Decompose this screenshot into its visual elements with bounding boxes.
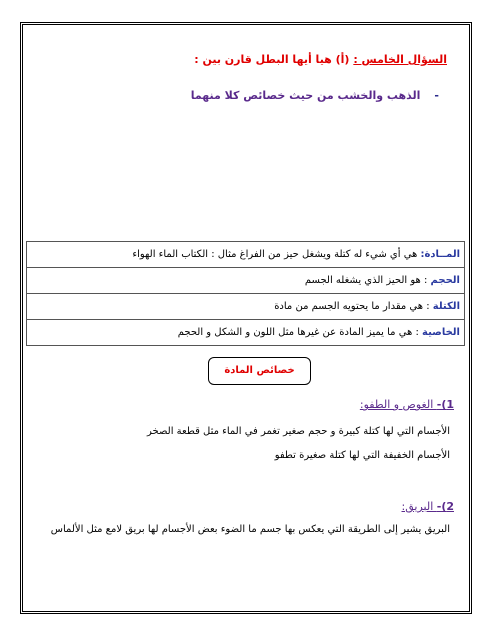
section-1-line-2: الأجسام الخفيفة التي لها كتلة صغيرة تطفو bbox=[274, 450, 450, 461]
definition-cell bbox=[27, 320, 465, 346]
definition-cell bbox=[27, 268, 465, 294]
definition-text: هي أي شيء له كتلة ويشغل حيز من الفراغ مثال : الكتاب الماء الهواء bbox=[132, 249, 421, 260]
section-2-heading bbox=[402, 500, 454, 513]
definition-text: : هو الحيز الذي يشغله الجسم bbox=[304, 275, 431, 286]
definition-text: : هي مقدار ما يحتويه الجسم من مادة bbox=[274, 301, 433, 312]
question-text: (أ) هيا أيها البطل قارن بين : bbox=[194, 53, 350, 66]
bullet-dash: - bbox=[434, 89, 439, 102]
definition-term: الكتلة bbox=[432, 301, 460, 312]
table-row bbox=[27, 320, 465, 346]
section-2-title: البريق: bbox=[401, 500, 437, 513]
section-1-number: 1)- bbox=[436, 398, 454, 411]
table-row bbox=[27, 268, 465, 294]
question-label: السؤال الخامس : bbox=[353, 53, 447, 66]
definitions-table bbox=[26, 241, 465, 346]
definition-cell bbox=[27, 242, 465, 268]
definition-term: الحجم bbox=[430, 275, 460, 286]
properties-title-box: خصائص المادة bbox=[208, 357, 311, 385]
section-1-heading bbox=[360, 398, 454, 411]
definition-text: : هي ما يميز المادة عن غيرها مثل اللون و الشكل و الحجم bbox=[177, 327, 423, 338]
table-row bbox=[27, 294, 465, 320]
bullet-text: الذهب والخشب من حيث خصائص كلا منهما bbox=[190, 89, 421, 102]
section-2-number: 2)- bbox=[436, 500, 454, 513]
section-1-title: الغوص و الطفو: bbox=[359, 398, 437, 411]
definition-cell bbox=[27, 294, 465, 320]
table-row bbox=[27, 242, 465, 268]
comparison-bullet bbox=[191, 89, 439, 102]
definition-term: المــادة: bbox=[420, 249, 460, 260]
definition-term: الخاصية bbox=[422, 327, 460, 338]
section-2-line: البريق يشير إلى الطريقة التي يعكس بها جسم ما الضوء بعض الأجسام لها بريق لامع مثل الألماس bbox=[50, 524, 450, 535]
question-heading bbox=[194, 53, 447, 66]
section-1-line-1: الأجسام التي لها كتلة كبيرة و حجم صغير تغمر في الماء مثل قطعة الصخر bbox=[147, 426, 450, 437]
